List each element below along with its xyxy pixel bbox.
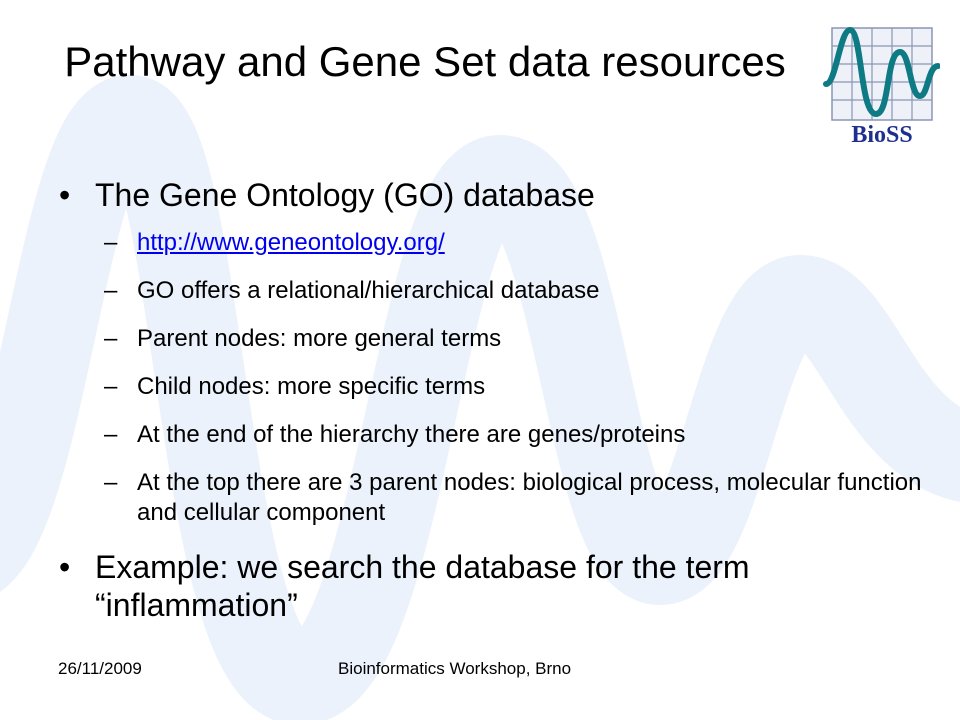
sub-bullet-hierarchy-end — [56, 420, 936, 450]
geneontology-link[interactable]: http://www.geneontology.org/ — [137, 229, 445, 256]
dash-marker: – — [104, 277, 118, 304]
bullet-text: The Gene Ontology (GO) database — [95, 177, 595, 213]
footer-date: 26/11/2009 — [58, 659, 142, 678]
dash-marker: – — [104, 469, 118, 496]
slide-title: Pathway and Gene Set data resources — [64, 38, 786, 85]
bullet-marker: • — [59, 177, 71, 213]
sub-bullet-text: Child nodes: more specific terms — [137, 373, 486, 400]
bullet-marker: • — [59, 549, 71, 585]
bullet-example — [56, 548, 895, 624]
sub-bullet-text: GO offers a relational/hierarchical database — [137, 277, 600, 304]
footer-title: Bioinformatics Workshop, Brno — [338, 659, 572, 678]
bioss-logo-graphic — [822, 22, 940, 146]
bullet-go-database — [56, 176, 936, 214]
sub-bullet-relational — [56, 276, 936, 306]
sub-bullet-text: At the end of the hierarchy there are genes/proteins — [137, 421, 686, 448]
sub-bullet-text: Parent nodes: more general terms — [137, 325, 502, 352]
dash-marker: – — [104, 421, 118, 448]
sub-bullet-url — [56, 228, 936, 258]
sub-bullet-text: At the top there are 3 parent nodes: biological process, molecular function and cellular component — [137, 469, 922, 526]
svg-text:BioSS: BioSS — [851, 122, 913, 146]
sub-bullet-parent-nodes — [56, 324, 936, 354]
bullet-text: Example: we search the database for the term “inflammation” — [95, 549, 750, 623]
bioss-logo — [822, 22, 940, 146]
sub-bullet-top-parents — [56, 468, 927, 528]
dash-marker: – — [104, 325, 118, 352]
slide-body — [56, 176, 936, 624]
dash-marker: – — [104, 373, 118, 400]
sub-bullet-child-nodes — [56, 372, 936, 402]
dash-marker: – — [104, 229, 118, 256]
